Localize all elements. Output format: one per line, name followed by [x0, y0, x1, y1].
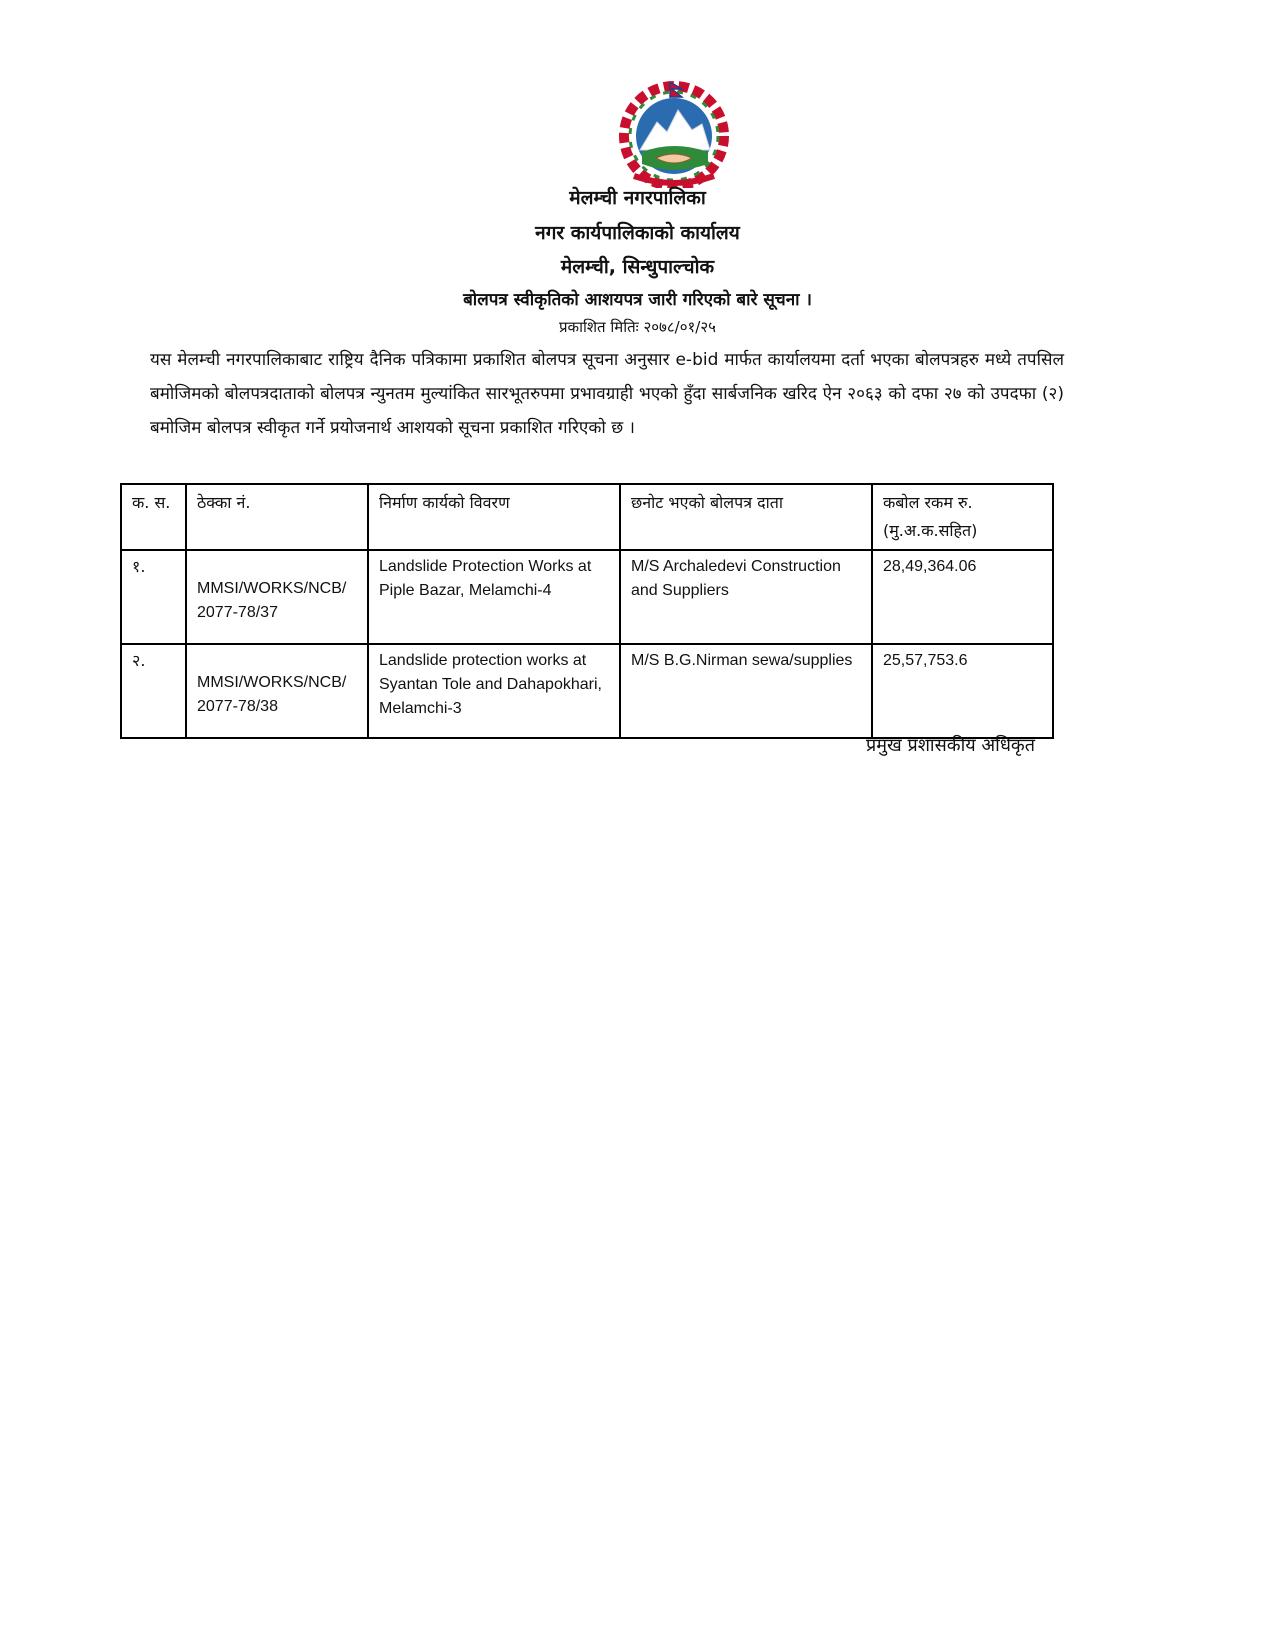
office-name: नगर कार्यपालिकाको कार्यालय [535, 222, 740, 244]
cell-work-description: Landslide protection works at Syantan Tole and Dahapokhari, Melamchi-3 [368, 644, 620, 738]
cell-amount: 28,49,364.06 [872, 550, 1053, 644]
bid-table [120, 483, 1054, 739]
cell-work-description: Landslide Protection Works at Piple Bazar, Melamchi-4 [368, 550, 620, 644]
table-row [121, 550, 1053, 644]
table-row [121, 644, 1053, 738]
header-selected-bidder: छनोट भएको बोलपत्र दाता [620, 484, 872, 550]
table-header-row [121, 484, 1053, 550]
notice-title: बोलपत्र स्वीकृतिको आशयपत्र जारी गरिएको बारे सूचना । [463, 290, 812, 310]
cell-contract-no: MMSI/WORKS/NCB/ 2077-78/37 [186, 550, 368, 644]
header-sn: क. स. [121, 484, 186, 550]
published-date: प्रकाशित मितिः २०७८/०१/२५ [559, 318, 716, 336]
org-name: मेलम्ची नगरपालिका [569, 187, 706, 209]
cell-sn: १. [121, 550, 186, 644]
notice-paragraph: यस मेलम्ची नगरपालिकाबाट राष्ट्रिय दैनिक पत्रिकामा प्रकाशित बोलपत्र सूचना अनुसार e-bid मार्फत कार्यालयमा दर्ता भएका बोलपत्रहरु मध्ये तपसिल बमोजिमको बोलपत्रदाताको बोलपत्र न्युनतम मुल्यांकित सारभूतरुपमा प्रभावग्राही भएको हुँदा सार्बजनिक खरिद ऐन २०६३ को दफा २७ को उपदफा (२) बमोजिम बोलपत्र स्वीकृत गर्ने प्रयोजनार्थ आशयको सूचना प्रकाशित गरिएको छ । [150, 350, 1064, 438]
cell-sn: २. [121, 644, 186, 738]
cell-bidder: M/S Archaledevi Construction and Suppliers [620, 550, 872, 644]
header-bid-amount: कबोल रकम रु. (मु.अ.क.सहित) [872, 484, 1053, 550]
cell-bidder: M/S B.G.Nirman sewa/supplies [620, 644, 872, 738]
office-address: मेलम्ची, सिन्धुपाल्चोक [560, 256, 715, 278]
signatory-title: प्रमुख प्रशासकीय अधिकृत [866, 735, 1035, 756]
motto-ribbon [634, 176, 714, 183]
cell-contract-no: MMSI/WORKS/NCB/ 2077-78/38 [186, 644, 368, 738]
header-work-description: निर्माण कार्यको विवरण [368, 484, 620, 550]
header-contract-no: ठेक्का नं. [186, 484, 368, 550]
cell-amount: 25,57,753.6 [872, 644, 1053, 738]
nepal-emblem-logo [612, 80, 736, 188]
